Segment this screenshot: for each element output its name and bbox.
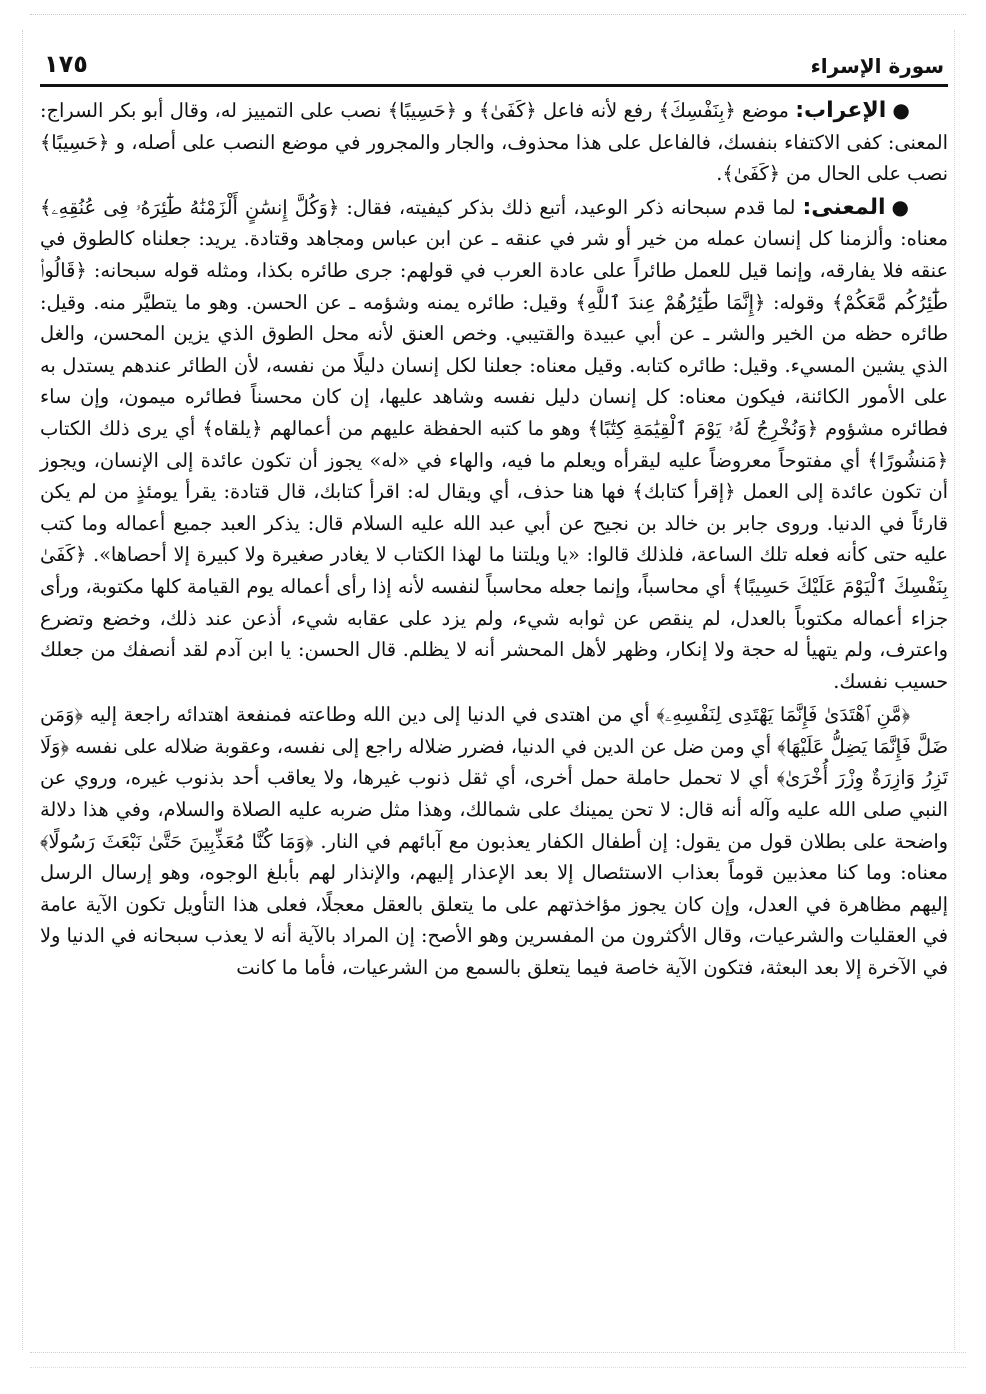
body-text [40, 95, 948, 984]
paragraph-maana [40, 192, 948, 698]
paragraph-ihtada [40, 699, 948, 983]
paragraph-text: ﴿مَّنِ ٱهْتَدَىٰ فَإِنَّمَا يَهْتَدِى لِنَفْسِهِۦ﴾ أي من اهتدى في الدنيا إلى دين الله وطاعته فمنفعة اهتدائه راجعة إليه ﴿وَمَن ضَلَّ فَإِنَّمَا يَضِلُّ عَلَيْهَا﴾ أي ومن ضل عن الدين في الدنيا، فضرر ضلاله راجع إلى نفسه، وعقوبة ضلاله على نفسه ﴿وَلَا تَزِرُ وَازِرَةٌ وِزْرَ أُخْرَىٰ﴾ أي لا تحمل حاملة حمل أخرى، أي ثقل ذنوب غيرها، ولا يعاقب أحد بذنوب غيره، وروي عن النبي صلى الله عليه وآله أنه قال: لا تحن يمينك على شمالك، وهذا مثل ضربه عليه الصلاة والسلام، وفي هذا دلالة واضحة على بطلان قول من يقول: إن أطفال الكفار يعذبون مع آبائهم في النار. ﴿وَمَا كُنَّا مُعَذِّبِينَ حَتَّىٰ نَبْعَثَ رَسُولًا﴾ معناه: وما كنا معذبين قوماً بعذاب الاستئصال إلا بعد الإعذار إليهم، والإنذار لهم بأبلغ الوجوه، وهو إرسال الرسل إليهم مظاهرة في العدل، وإن كان يجوز مؤاخذتهم على ما يتعلق بالعقل معجلًا، فعلى هذا التأويل تكون الآية عامة في العقليات والشرعيات، وقال الأكثرون من المفسرين وهو الأصح: إن المراد بالآية أنه لا يعذب سبحانه في الدنيا ولا في الآخرة إلا بعد البعثة، فتكون الآية خاصة فيما يتعلق بالسمع من الشرعيات، فأما ما كانت [40, 703, 948, 980]
bullet-icon: ● [891, 194, 910, 219]
scan-edge-top [30, 14, 966, 25]
scan-edge-right [954, 30, 956, 1350]
section-heading-maana: المعنى: [802, 194, 886, 220]
running-head [40, 28, 948, 87]
section-heading-irab: الإعراب: [795, 98, 887, 123]
surah-title: سورة الإسراء [810, 54, 944, 78]
scan-edge-left [22, 30, 24, 1350]
paragraph-text: لما قدم سبحانه ذكر الوعيد، أتبع ذلك بذكر كيفيته، فقال: ﴿وَكُلَّ إِنسَٰنٍ أَلْزَمْنَٰهُ طَٰٓئِرَهُۥ فِى عُنُقِهِۦ﴾ معناه: وألزمنا كل إنسان عمله من خير أو شر في عنقه ـ عن ابن عباس ومجاهد وقتادة. يريد: جعلناه كالطوق في عنقه فلا يفارقه، وإنما قيل للعمل طائراً على عادة العرب في قولهم: جرى طائره بكذا، ومثله قوله سبحانه: ﴿قَالُوا۟ طَٰٓئِرُكُم مَّعَكُمْ﴾ وقوله: ﴿إِنَّمَا طَٰٓئِرُهُمْ عِندَ ٱللَّهِ﴾ وقيل: طائره يمنه وشؤمه ـ عن الحسن. وهو ما يتطيَّر منه. وقيل: طائره حظه من الخير والشر ـ عن أبي عبيدة والقتيبي. وخص العنق لأنه محل الطوق الذي يزين المحسن، والغل الذي يشين المسيء. وقيل: طائره كتابه. وقيل معناه: جعلنا لكل إنسان دليلًا من نفسه، لأن الطائر عندهم يستدل به على الأمور الكائنة، فيكون معناه: كل إنسان دليل نفسه وشاهد عليها، إن كان محسناً فطائره ميمون، وإن ساء فطائره مشؤوم ﴿وَنُخْرِجُ لَهُۥ يَوْمَ ٱلْقِيَٰمَةِ كِتَٰبًا﴾ وهو ما كتبه الحفظة عليهم من أعمالهم ﴿يلقاه﴾ أي يرى ذلك الكتاب ﴿مَنشُورًا﴾ أي مفتوحاً معروضاً عليه ليقرأه ويعلم ما فيه، والهاء في «له» يجوز أن تكون عائدة إلى الإنسان، ويجوز أن تكون عائدة إلى العمل ﴿إقرأ كتابك﴾ فها هنا حذف، أي ويقال له: اقرأ كتابك، قال قتادة: يقرأ يومئذٍ من لم يكن قارئاً في الدنيا. وروى جابر بن خالد بن نجيح عن أبي عبد الله عليه السلام قال: يذكر العبد جميع أعماله وما كتب عليه حتى كأنه فعله تلك الساعة، فلذلك قالوا: «يا ويلتنا ما لهذا الكتاب لا يغادر صغيرة ولا كبيرة إلا أحصاها». ﴿كَفَىٰ بِنَفْسِكَ ٱلْيَوْمَ عَلَيْكَ حَسِيبًا﴾ أي محاسباً، وإنما جعله محاسباً لنفسه لأنه إذا رأى أعماله يوم القيامة كلها مكتوبة، ورأى جزاء أعماله مكتوباً بالعدل، لم ينقص عن ثوابه شيء، ولم يزد على عقابه شيء، أذعن عند ذلك، وخضع وتضرع واعترف، ولم يتهيأ له حجة ولا إنكار، وظهر لأهل المحشر أنه لا يظلم. قال الحسن: يا ابن آدم لقد أنصفك من جعلك حسيب نفسك. [40, 195, 949, 693]
book-page [40, 28, 948, 984]
paragraph-text: موضع ﴿بِنَفْسِكَ﴾ رفع لأنه فاعل ﴿كَفَىٰ﴾ و ﴿حَسِيبًا﴾ نصب على التمييز له، وقال أبو بكر السراج: المعنى: كفى الاكتفاء بنفسك، فالفاعل على هذا محذوف، والجار والمجرور في موضع النصب على أصله، و ﴿حَسِيبًا﴾ نصب على الحال من ﴿كَفَىٰ﴾. [40, 99, 948, 186]
paragraph-irab [40, 95, 948, 190]
scan-edge-bottom [30, 1352, 966, 1368]
bullet-icon: ● [892, 98, 910, 122]
page-number: ١٧٥ [44, 50, 88, 78]
